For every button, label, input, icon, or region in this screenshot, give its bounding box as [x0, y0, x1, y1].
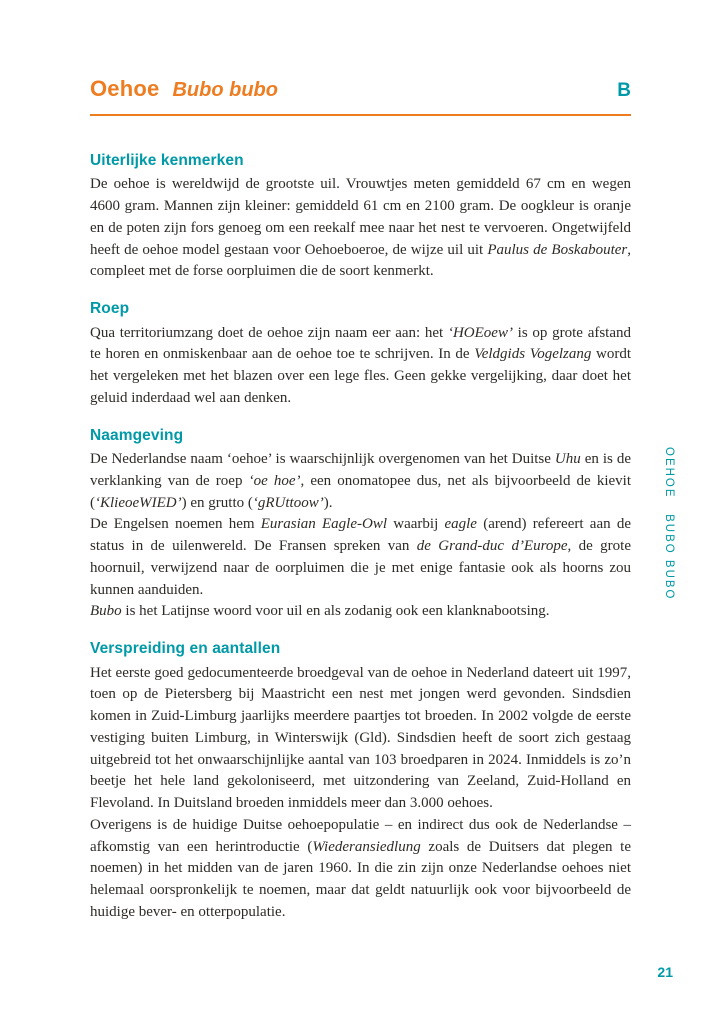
section-verspreiding-en-aantallen: [90, 638, 631, 923]
index-letter: B: [617, 80, 631, 101]
margin-tab-species-label: OEHOE BUBO BUBO: [663, 447, 675, 601]
species-latin-name: Bubo bubo: [172, 79, 278, 101]
header-rule: [90, 114, 631, 116]
paragraph: Overigens is de huidige Duitse oehoepopulatie – en indirect dus ook de Nederlandse – afkomstig van een herintroductie (Wiederansiedlung zoals de Duitsers dat plegen te noemen) in het midden van de jaren 1960. In die zin zijn onze Nederlandse oehoes niet helemaal oorspronkelijk te noemen, maar dat geldt natuurlijk ook voor bijvoorbeeld de huidige bever- en otterpopulatie.: [90, 816, 631, 920]
section-heading: Uiterlijke kenmerken: [90, 152, 244, 169]
article-content: [90, 120, 631, 924]
title-row: [90, 76, 631, 102]
section-body: [90, 663, 631, 924]
section-naamgeving: [90, 425, 631, 623]
section-body: [90, 323, 631, 410]
section-heading: Roep: [90, 300, 130, 318]
page-header: [90, 76, 631, 116]
paragraph: Qua territoriumzang doet de oehoe zijn naam eer aan: het ‘HOEoew’ is op grote afstand te horen en onmiskenbaar aan de oehoe toe te schrijven. In de Veldgids Vogelzang wordt het vergeleken met het blazen over een lege fles. Geen gekke vergelijking, daar doet het geluid inderdaad wel aan denken.: [90, 324, 632, 406]
paragraph: De Nederlandse naam ‘oehoe’ is waarschijnlijk overgenomen van het Duitse Uhu en is de verklanking van de roep ‘oe hoe’, een onomatopee dus, net als bijvoorbeeld de kievit (‘KlieoeWIED’) en grutto (‘gRUttoow’).: [90, 451, 632, 511]
paragraph: De oehoe is wereldwijd de grootste uil. Vrouwtjes meten gemiddeld 67 cm en wegen 4600 gram. Mannen zijn kleiner: gemiddeld 61 cm en 2100 gram. De oogkleur is oranje en de poten zijn fors genoeg om een reekalf mee naar het nest te vervoeren. Ongetwijfeld heeft de oehoe model gestaan voor Oehoeboeroe, de wijze uil uit Paulus de Boskabouter, compleet met de forse oorpluimen die de soort kenmerkt.: [90, 176, 631, 280]
paragraph: De Engelsen noemen hem Eurasian Eagle-Owl waarbij eagle (arend) refereert aan de status in de uilenwereld. De Fransen spreken van de Grand-duc d’Europe, de grote hoornuil, verwijzend naar de oorpluimen die je met enige fantasie ook als hoorns zou kunnen aanduiden.: [90, 516, 631, 598]
paragraph: Het eerste goed gedocumenteerde broedgeval van de oehoe in Nederland dateert uit 1997, toen op de Pietersberg bij Maastricht een nest met jongen werd gevonden. Sindsdien komen in Zuid-Limburg jaarlijks meerdere paartjes tot broeden. In 2002 volgde de eerste vestiging buiten Limburg, in Winterswijk (Gld). Sindsdien heeft de soort zich gestaag uitgebreid tot het onwaarschijnlijke aantal van 103 broedparen in 2024. Inmiddels is zo’n beetje het hele land gekoloniseerd, met uitzondering van Zeeland, Zuid-Holland en Flevoland. In Duitsland broeden inmiddels meer dan 3.000 oehoes.: [90, 664, 631, 812]
paragraph: Bubo is het Latijnse woord voor uil en als zodanig ook een klanknabootsing.: [90, 603, 550, 620]
section-heading: Verspreiding en aantallen: [90, 640, 281, 658]
section-roep: [90, 298, 631, 409]
section-uiterlijke-kenmerken: [90, 150, 631, 283]
section-body: [90, 174, 631, 283]
section-body: [90, 449, 631, 623]
section-heading: Naamgeving: [90, 426, 184, 444]
page-number: 21: [657, 964, 673, 980]
species-title: Oehoe: [90, 76, 160, 101]
